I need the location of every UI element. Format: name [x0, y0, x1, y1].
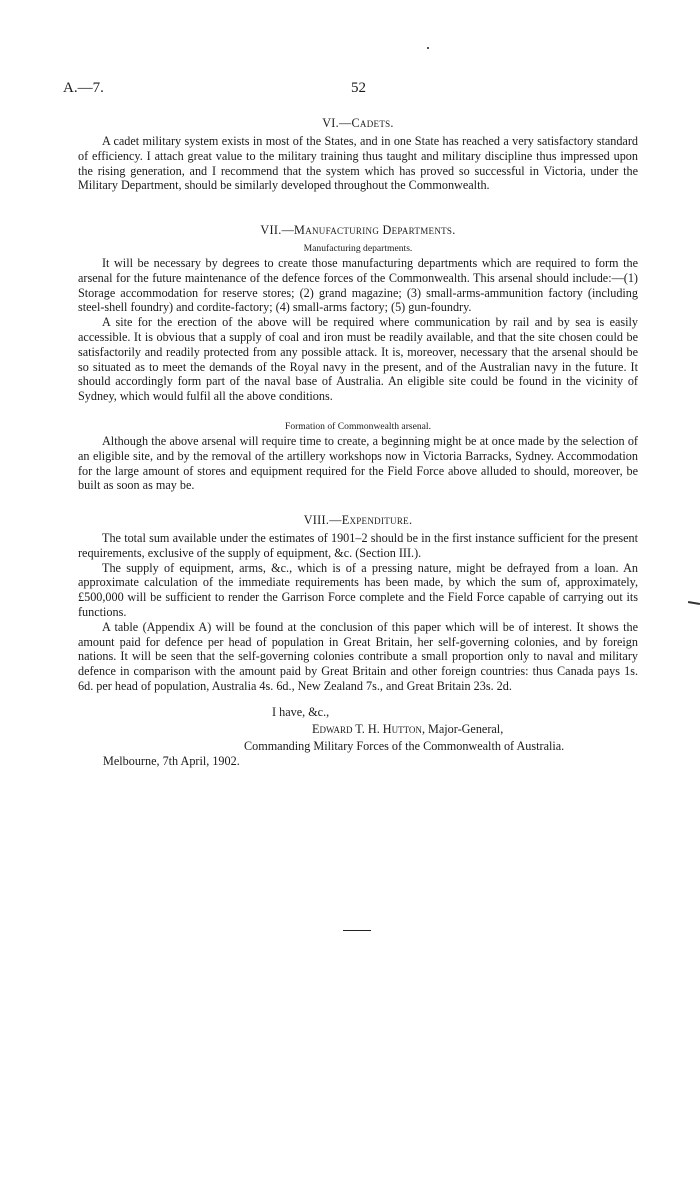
- signatory-title: Commanding Military Forces of the Commonwealth of Australia.: [244, 739, 565, 753]
- place-date: Melbourne, 7th April, 1902.: [103, 754, 240, 768]
- signatory-rank: , Major-General,: [421, 722, 504, 736]
- paragraph: The supply of equipment, arms, &c., which is of a pressing nature, might be defrayed from a loan. An approximate calculation of the immediate requirements has been made, by which the sum of, approximately, £500,000 will be sufficient to render the Garrison Force complete and the Field Force capable of carrying out its functions.: [78, 560, 638, 619]
- end-rule: [343, 930, 371, 931]
- document-reference: A.—7.: [63, 80, 104, 96]
- page-number: 52: [351, 80, 366, 96]
- section-heading-manufacturing: VII.—Manufacturing Departments.: [260, 223, 456, 237]
- paragraph: A site for the erection of the above will be required where communication by rail and by sea is easily accessible. It is obvious that a supply of coal and iron must be readily available, and that the site chosen could be satisfactorily and readily protected from any possible attack. It is, moreover, necessary that the arsenal should be so situated as to meet the demands of the Royal navy in the present, and of the Australian navy in the future. It should accordingly form part of the naval base of Australia. An eligible site could be found in the vicinity of Sydney, which would fulfil all the above conditions.: [78, 315, 638, 404]
- paragraph: The total sum available under the estimates of 1901–2 should be in the first instance sufficient for the present requirements, exclusive of the supply of equipment, &c. (Section III.).: [78, 531, 638, 560]
- signature-line: [312, 722, 503, 737]
- section-heading-expenditure: VIII.—Expenditure.: [303, 513, 413, 527]
- paragraph: It will be necessary by degrees to create those manufacturing departments which are required to form the arsenal for the future maintenance of the defence forces of the Commonwealth. This arsenal should include:—(1) Storage accommodation for reserve stores; (2) grand magazine; (3) small-arms-ammunition factory (including steel-shell foundry) and cordite-factory; (4) small-arms factory; (5) gun-foundry.: [78, 256, 638, 315]
- salutation: I have, &c.,: [272, 705, 330, 719]
- subheading-manufacturing-departments: Manufacturing departments.: [303, 243, 413, 254]
- section-heading-cadets: VI.—Cadets.: [322, 116, 394, 130]
- paragraph: Although the above arsenal will require time to create, a beginning might be at once made by the selection of an eligible site, and by the removal of the artillery workshops now in Victoria Barracks, Sydney. Accommodation for the large amount of stores and equipment required for the Field Force above alluded to should, moreover, be built as soon as may be.: [78, 434, 638, 493]
- subheading-commonwealth-arsenal: Formation of Commonwealth arsenal.: [284, 421, 431, 432]
- section-manufacturing-body-2: [78, 434, 638, 493]
- section-manufacturing-body-1: [78, 256, 638, 404]
- stray-mark: [427, 47, 429, 49]
- section-cadets-body: [78, 134, 638, 193]
- signatory-name: Edward T. H. Hutton: [312, 722, 422, 736]
- section-expenditure-body: [78, 531, 638, 694]
- paragraph: A cadet military system exists in most of the States, and in one State has reached a very satisfactory standard of efficiency. I attach great value to the military training thus taught and military discipline thus impressed upon the rising generation, and I recommend that the system which has proved so successful in Victoria, under the Military Department, should be similarly developed throughout the Commonwealth.: [78, 134, 638, 193]
- margin-mark: [688, 601, 700, 605]
- paragraph: A table (Appendix A) will be found at the conclusion of this paper which will be of interest. It shows the amount paid for defence per head of population in Great Britain, her self-governing colonies, and by foreign nations. It will be seen that the self-governing colonies contribute a small proportion only to naval and military defence in comparison with the amount paid by Great Britain and other foreign countries: thus Canada pays 1s. 6d. per head of population, Australia 4s. 6d., New Zealand 7s., and Great Britain 23s. 2d.: [78, 619, 638, 693]
